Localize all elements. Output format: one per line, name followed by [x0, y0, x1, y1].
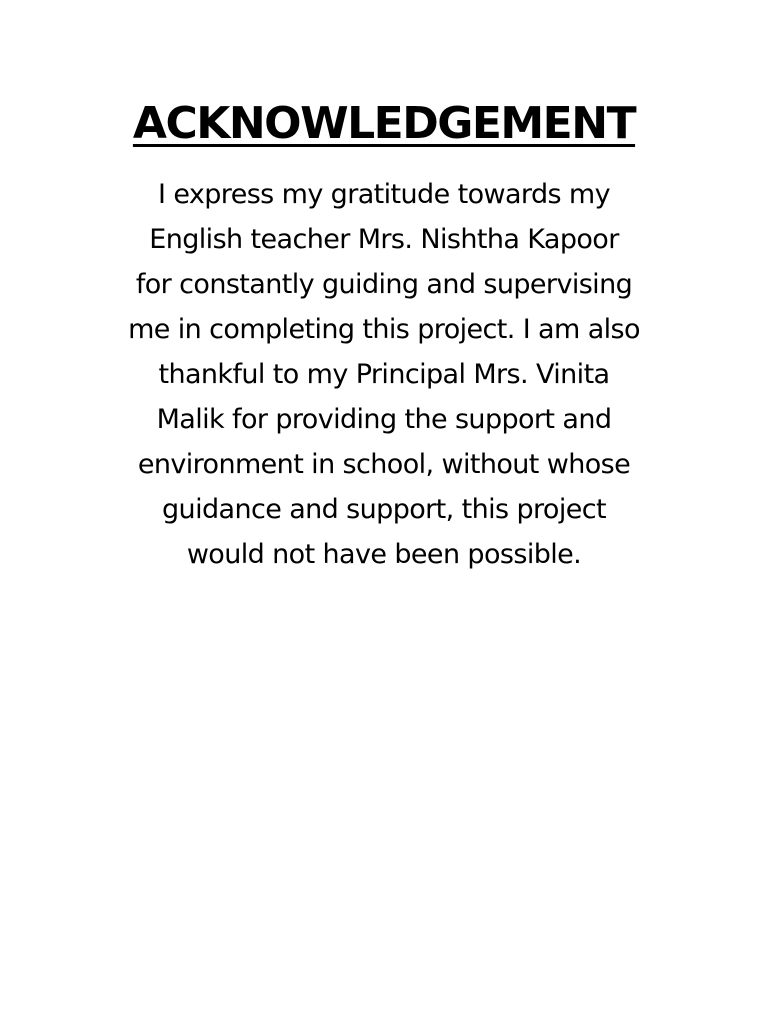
paragraph-line: for constantly guiding and supervising [135, 269, 633, 300]
paragraph-line: would not have been possible. [186, 539, 582, 570]
paragraph-line: environment in school, without whose [137, 449, 631, 480]
paragraph-line: Malik for providing the support and [156, 404, 612, 435]
paragraph-line: guidance and support, this project [162, 494, 606, 525]
page-title: ACKNOWLEDGEMENT [132, 98, 636, 149]
paragraph-line: me in completing this project. I am also [128, 314, 640, 345]
acknowledgement-paragraph [92, 172, 676, 577]
paragraph-line: thankful to my Principal Mrs. Vinita [158, 359, 610, 390]
paragraph-line: I express my gratitude towards my [157, 179, 611, 210]
paragraph-line: English teacher Mrs. Nishtha Kapoor [149, 224, 619, 255]
